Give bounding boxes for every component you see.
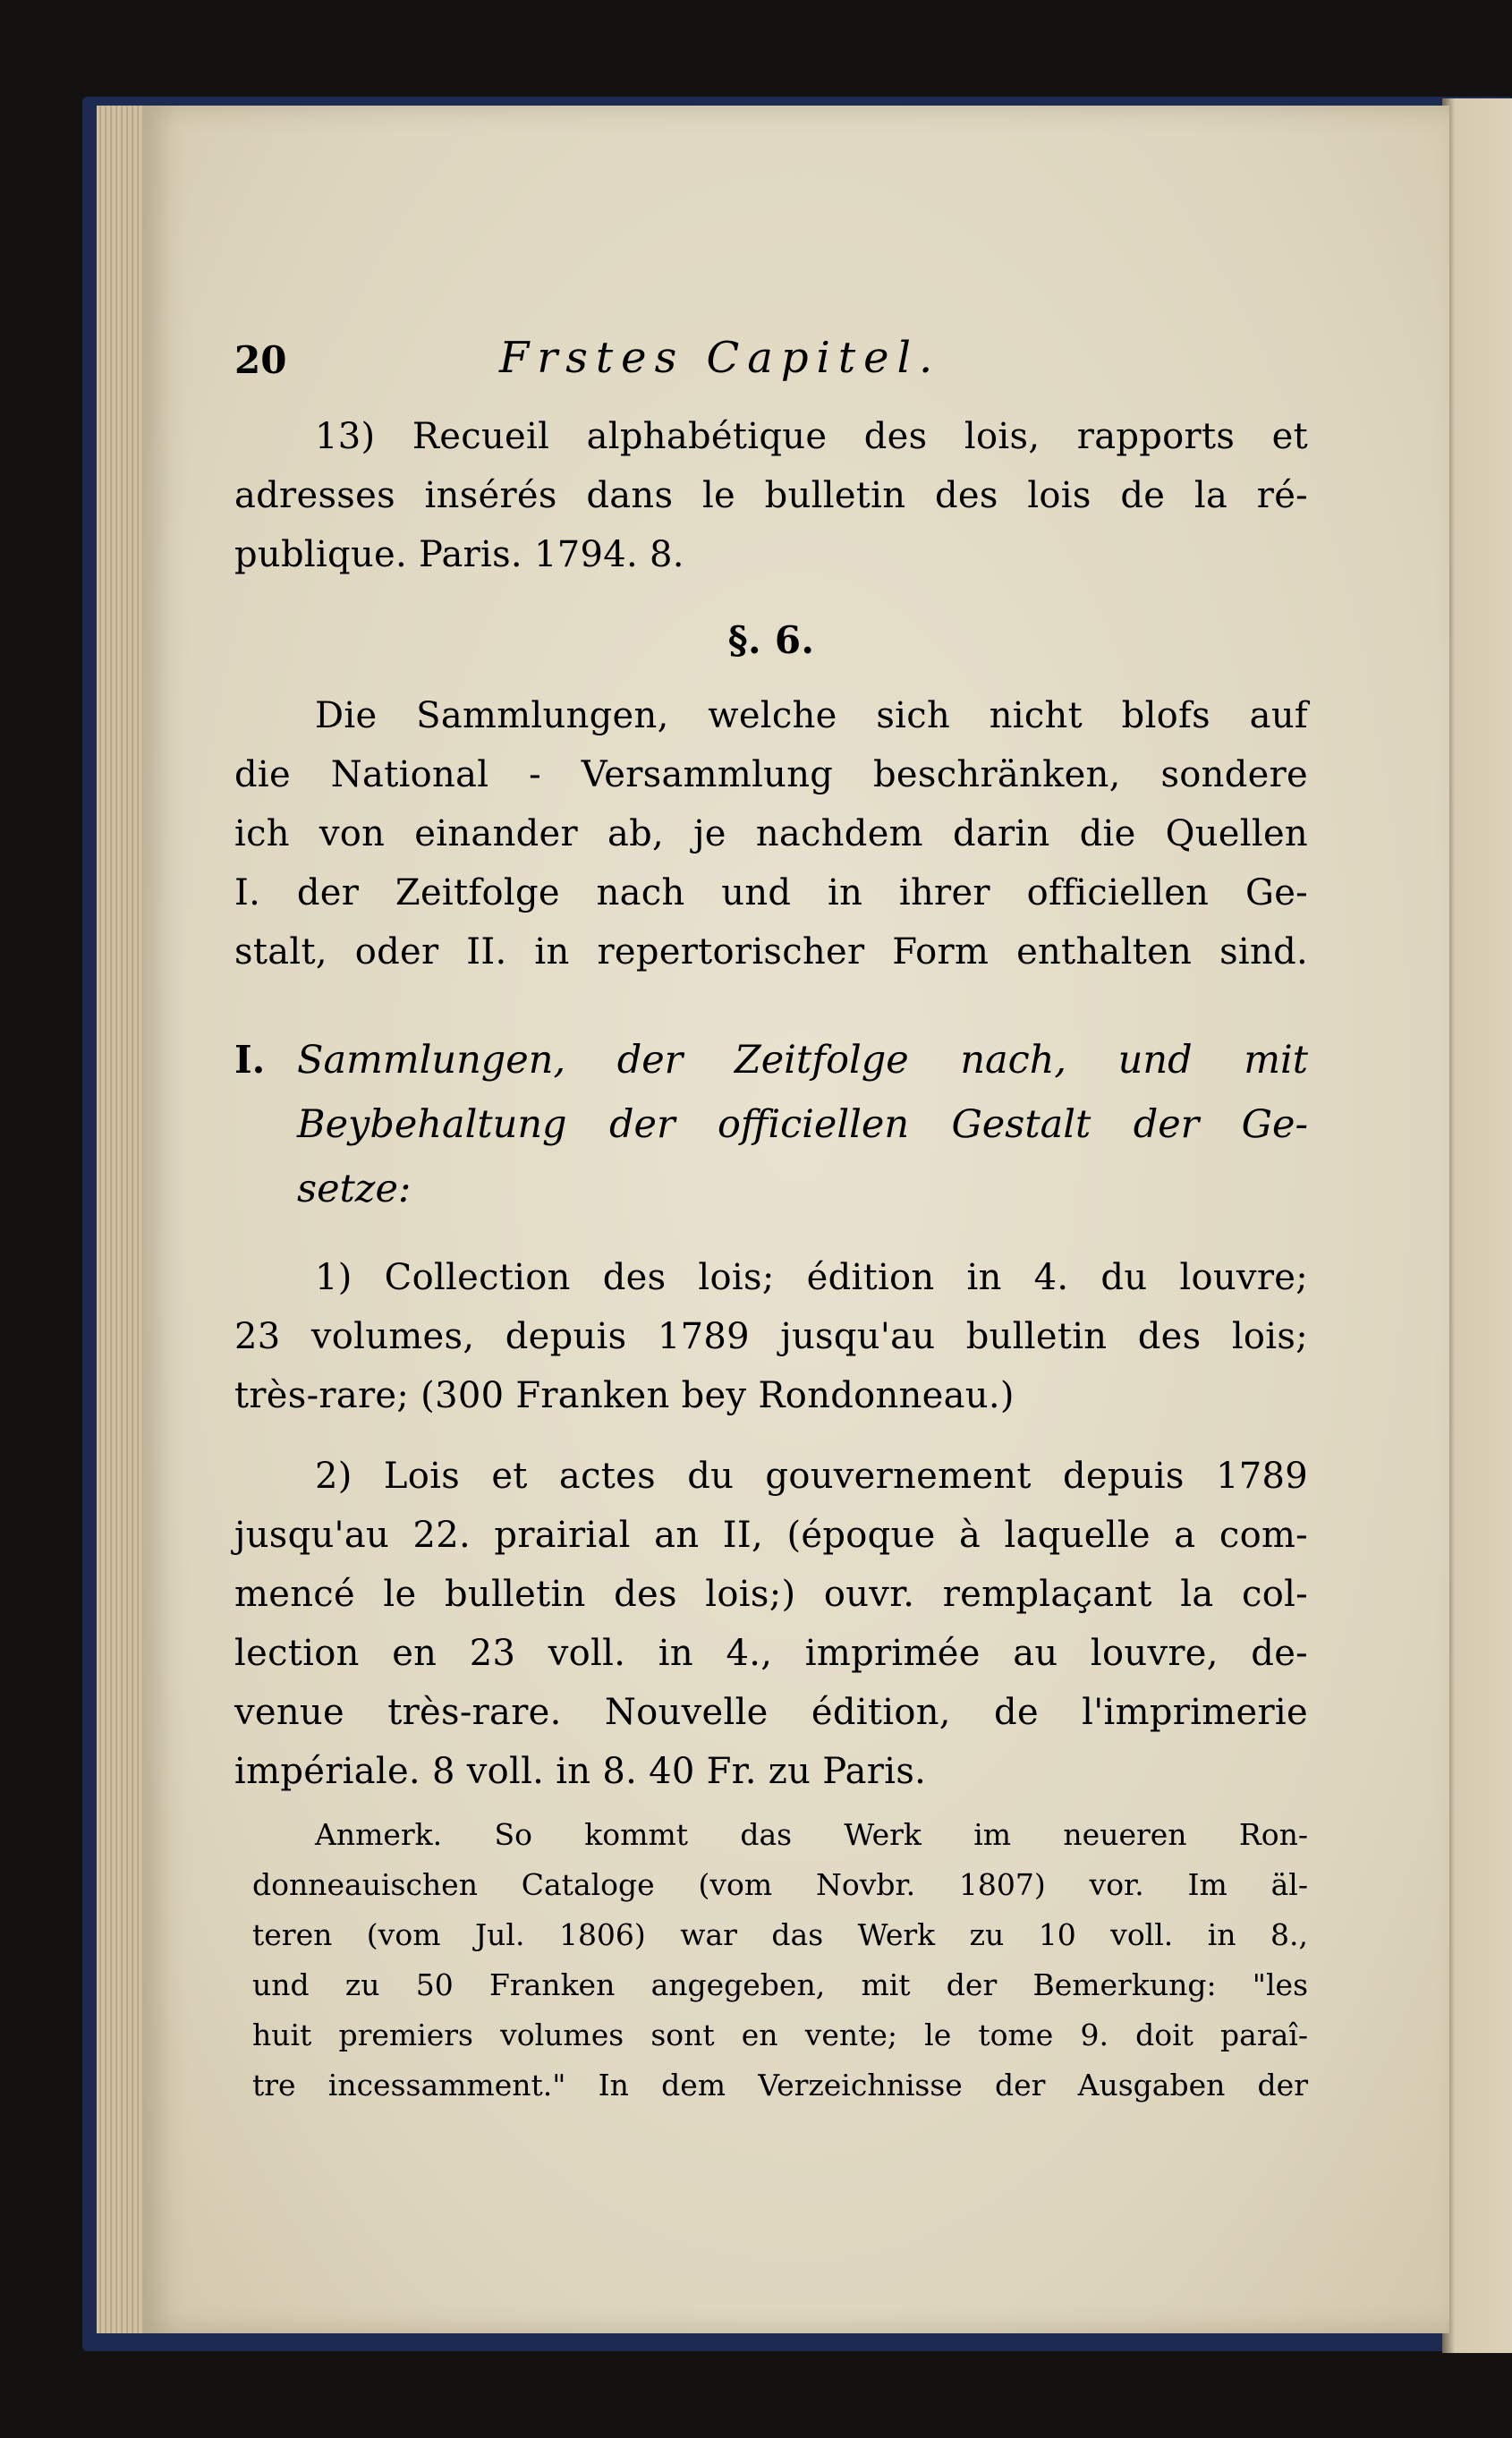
text-line: 23 volumes, depuis 1789 jusqu'au bulletin des lois; bbox=[234, 1316, 1308, 1357]
text-line: publique. Paris. 1794. 8. bbox=[234, 534, 684, 575]
entry-13 bbox=[234, 407, 1308, 584]
text-line: die National - Versammlung beschränken, sondere bbox=[234, 754, 1308, 795]
facing-page-edge bbox=[1442, 98, 1512, 2353]
page-body bbox=[234, 407, 1308, 2111]
text-line: I. der Zeitfolge nach und in ihrer officiellen Ge- bbox=[234, 872, 1308, 913]
section-paragraph bbox=[234, 686, 1308, 981]
text-line: 1) Collection des lois; édition in 4. du louvre; bbox=[315, 1257, 1308, 1298]
text-line: lection en 23 voll. in 4., imprimée au louvre, de- bbox=[234, 1633, 1308, 1674]
note-line: huit premiers volumes sont en vente; le tome 9. doit paraî- bbox=[252, 2018, 1308, 2052]
text-line: très-rare; (300 Franken bey Rondonneau.) bbox=[234, 1375, 1015, 1416]
item-1 bbox=[234, 1248, 1308, 1425]
heading-line: setze: bbox=[297, 1167, 412, 1211]
text-line: venue très-rare. Nouvelle édition, de l'imprimerie bbox=[234, 1692, 1308, 1733]
heading-I bbox=[234, 1028, 1308, 1221]
text-line: impériale. 8 voll. in 8. 40 Fr. zu Paris. bbox=[234, 1751, 927, 1792]
running-head bbox=[234, 333, 1040, 392]
text-line: mencé le bulletin des lois;) ouvr. remplaçant la col- bbox=[234, 1574, 1308, 1615]
text-line: stalt, oder II. in repertorischer Form enthalten sind. bbox=[234, 931, 1308, 973]
note-line: teren (vom Jul. 1806) war das Werk zu 10 voll. in 8., bbox=[252, 1917, 1308, 1952]
chapter-title: Frstes Capitel. bbox=[499, 333, 941, 383]
text-line: jusqu'au 22. prairial an II, (époque à laquelle a com- bbox=[234, 1515, 1308, 1556]
text-line: ich von einander ab, je nachdem darin die Quellen bbox=[234, 813, 1308, 854]
note-line: Anmerk. So kommt das Werk im neueren Ron- bbox=[315, 1817, 1308, 1852]
text-line: adresses insérés dans le bulletin des lois de la ré- bbox=[234, 475, 1308, 516]
heading-line: Beybehaltung der officiellen Gestalt der Ge- bbox=[297, 1102, 1308, 1147]
note-line: und zu 50 Franken angegeben, mit der Bemerkung: "les bbox=[252, 1967, 1308, 2002]
heading-line: Sammlungen, der Zeitfolge nach, und mit bbox=[297, 1038, 1308, 1083]
text-line: 13) Recueil alphabétique des lois, rapports et bbox=[315, 416, 1308, 457]
text-line: Die Sammlungen, welche sich nicht blofs auf bbox=[315, 695, 1308, 736]
text-line: 2) Lois et actes du gouvernement depuis 1789 bbox=[315, 1456, 1308, 1497]
note-line: tre incessamment." In dem Verzeichnisse der Ausgaben der bbox=[252, 2068, 1308, 2102]
note-line: donneauischen Cataloge (vom Novbr. 1807) vor. Im äl- bbox=[252, 1867, 1308, 1902]
section-mark: §. 6. bbox=[727, 618, 815, 662]
heading-numeral: I. bbox=[234, 1038, 266, 1082]
item-2 bbox=[234, 1447, 1308, 1801]
annotation-note bbox=[234, 1810, 1308, 2111]
page-number: 20 bbox=[234, 338, 287, 382]
